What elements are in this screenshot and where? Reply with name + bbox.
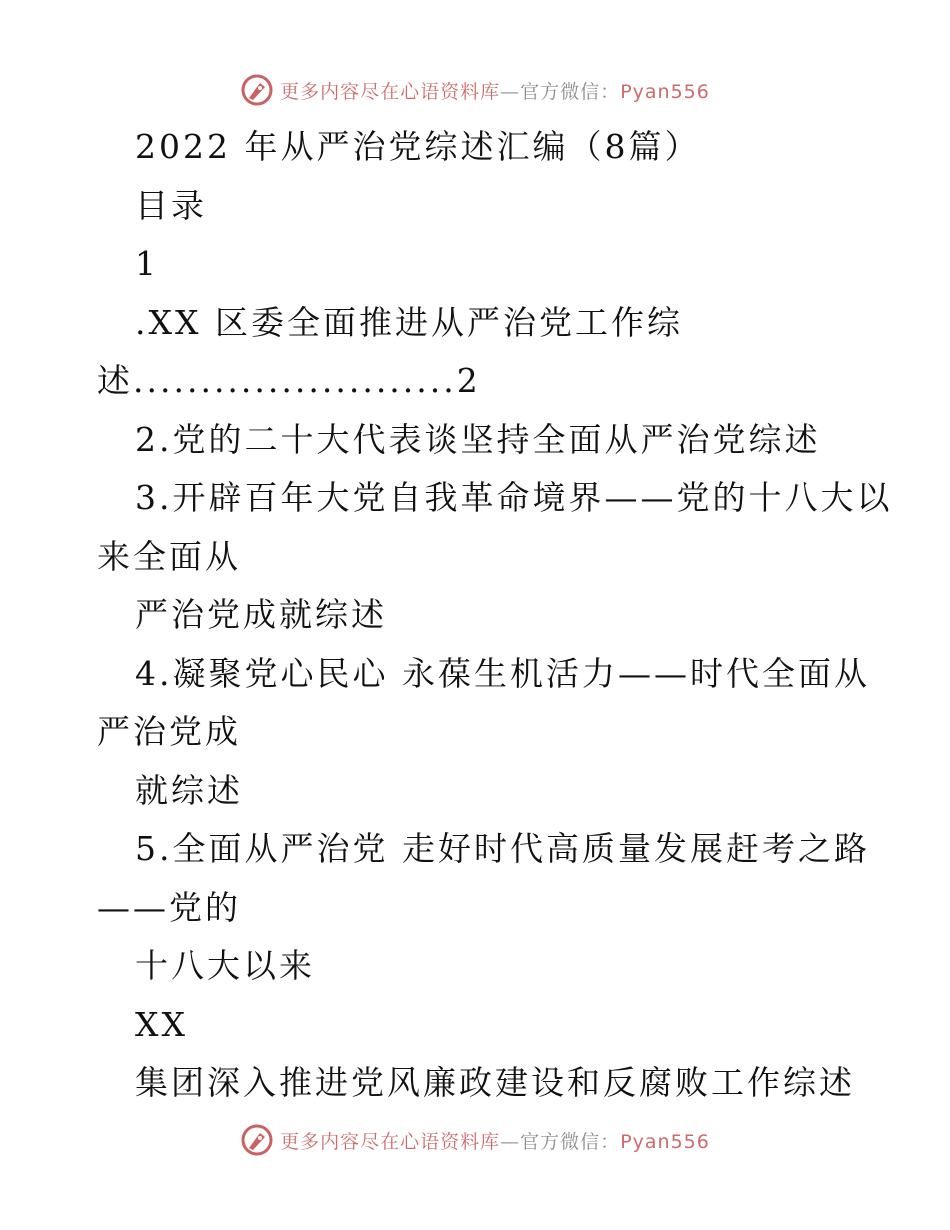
pen-nib-logo-icon [240,1123,274,1157]
toc-line: 严治党成 [97,712,241,751]
watermark-footer [0,1120,950,1160]
toc-line: XX [135,1004,188,1044]
watermark-text: 更多内容尽在心语资料库—官方微信：Pyan556 [280,1130,710,1153]
toc-line: 述........................2 [97,361,481,400]
toc-line: ——党的 [97,887,241,927]
document-body [0,118,950,1113]
toc-line: 2.党的二十大代表谈坚持全面从严治党综述 [135,419,821,459]
toc-line: 5.全面从严治党 走好时代高质量发展赶考之路 [135,829,870,868]
toc-heading: 目录 [135,185,207,225]
toc-line: 集团深入推进党风廉政建设和反腐败工作综述 [135,1063,855,1102]
toc-line: .XX 区委全面推进从严治党工作综 [135,302,683,342]
toc-line: 十八大以来 [135,946,315,985]
toc-line: 来全面从 [97,536,241,576]
toc-line: 严治党成就综述 [135,595,387,634]
watermark-text: 更多内容尽在心语资料库—官方微信：Pyan556 [280,80,710,103]
pen-nib-logo-icon [240,73,274,107]
toc-line: 3.开辟百年大党自我革命境界——党的十八大以 [135,478,893,517]
toc-line: 1 [135,244,159,283]
toc-line: 4.凝聚党心民心 永葆生机活力——时代全面从 [135,653,870,693]
document-title: 2022 年从严治党综述汇编（8篇） [135,127,701,166]
toc-line: 就综述 [135,770,243,810]
watermark-header [0,70,950,110]
